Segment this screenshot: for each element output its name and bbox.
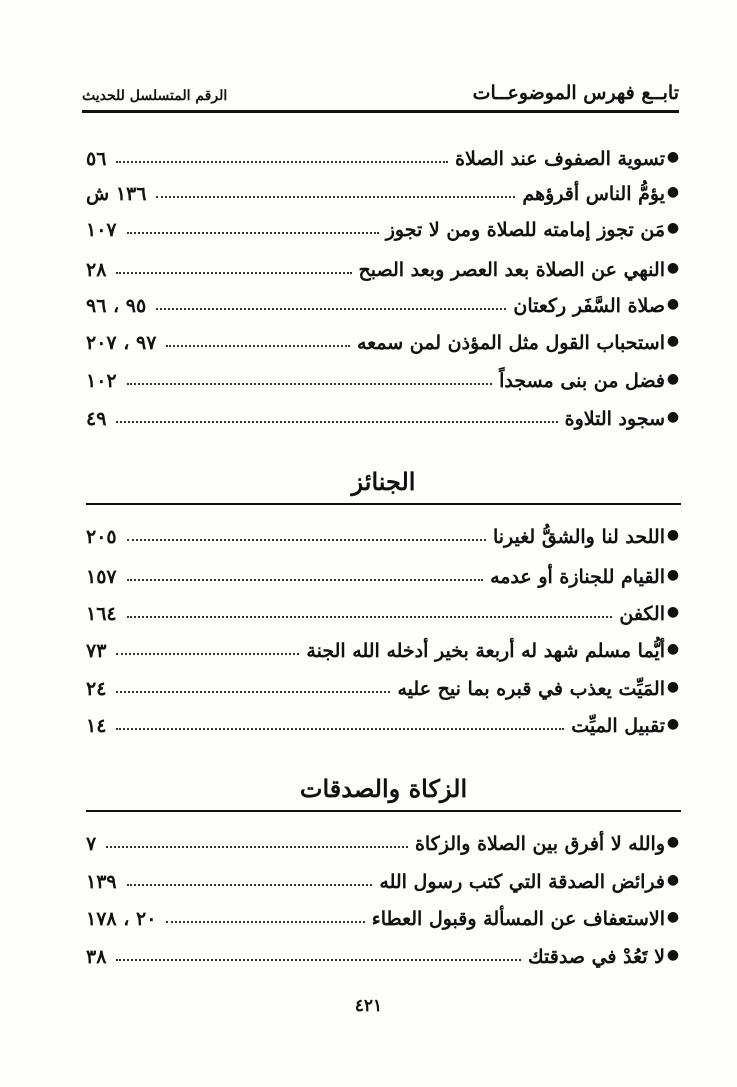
entry-title: فرائض الصدقة التي كتب رسول الله <box>379 871 665 893</box>
bullet-icon: ● <box>666 834 680 850</box>
entry-title: والله لا أفرق بين الصلاة والزكاة <box>414 833 665 855</box>
entry-title: الاستعفاف عن المسألة وقبول العطاء <box>371 908 665 930</box>
toc-entry <box>86 518 681 548</box>
bullet-icon: ● <box>666 184 680 200</box>
bullet-icon: ● <box>666 260 680 276</box>
entry-ref: ٩٧ ، ٢٠٧ <box>86 332 157 354</box>
toc-entry <box>86 558 681 588</box>
leader-dots <box>127 382 492 385</box>
leader-dots <box>127 538 486 541</box>
toc-entry <box>86 670 681 700</box>
leader-dots <box>116 652 299 655</box>
entry-ref: ٧ <box>86 833 97 855</box>
leader-dots <box>166 344 350 347</box>
toc-entry <box>86 362 681 392</box>
entry-ref: ٥٦ <box>86 148 107 170</box>
bullet-icon: ● <box>666 567 680 583</box>
section-heading <box>86 770 681 812</box>
entry-title: اللحد لنا والشقُّ لغيرنا <box>492 526 665 548</box>
entry-ref: ٢٨ <box>86 259 107 281</box>
entry-title: لا تَعُدْ في صدقتك <box>528 946 665 968</box>
toc-entry <box>86 251 681 281</box>
toc-entry <box>86 900 681 930</box>
entry-title: مَن تجوز إمامته للصلاة ومن لا تجوز <box>385 219 665 241</box>
entry-ref: ١٠٧ <box>86 219 117 241</box>
entry-title: أيُّما مسلم شهد له أربعة بخير أدخله الله الجنة <box>306 640 665 662</box>
leader-dots <box>156 307 506 310</box>
section-heading-text: الزكاة والصدقات <box>299 774 468 803</box>
entry-ref: ٢٤ <box>86 678 107 700</box>
leader-dots <box>116 727 564 730</box>
entry-title: يؤمُّ الناس أقرؤهم <box>522 183 665 205</box>
toc-entry <box>86 175 681 205</box>
entry-ref: ١٣٩ <box>86 871 117 893</box>
bullet-icon: ● <box>666 872 680 888</box>
toc-entry <box>86 140 681 170</box>
leader-dots <box>127 615 613 618</box>
toc-entry <box>86 632 681 662</box>
bullet-icon: ● <box>666 149 680 165</box>
leader-dots <box>156 195 515 198</box>
entry-title: المَيِّت يعذب في قبره بما نيح عليه <box>397 678 665 700</box>
entry-title: النهي عن الصلاة بعد العصر وبعد الصبح <box>358 259 665 281</box>
leader-dots <box>116 690 390 693</box>
entry-ref: ٢٠٥ <box>86 526 117 548</box>
toc-entry <box>86 211 681 241</box>
entry-ref: ١٦٤ <box>86 603 117 625</box>
entry-ref: ١٤ <box>86 715 107 737</box>
bullet-icon: ● <box>666 604 680 620</box>
entry-ref: ٣٨ <box>86 946 107 968</box>
bullet-icon: ● <box>666 716 680 732</box>
leader-dots <box>127 578 483 581</box>
entry-title: تقبيل الميِّت <box>571 715 665 737</box>
leader-dots <box>116 958 521 961</box>
running-header <box>82 70 679 113</box>
toc-entry <box>86 938 681 968</box>
bullet-icon: ● <box>666 527 680 543</box>
bullet-icon: ● <box>666 333 680 349</box>
entry-ref: ١٠٢ <box>86 370 117 392</box>
bullet-icon: ● <box>666 409 680 425</box>
toc-entry <box>86 825 681 855</box>
entry-title: فضل من بنى مسجداً <box>499 370 665 392</box>
toc-entry <box>86 707 681 737</box>
entry-title: تسوية الصفوف عند الصلاة <box>455 148 665 170</box>
leader-dots <box>116 420 557 423</box>
bullet-icon: ● <box>666 371 680 387</box>
entry-ref: ١٥٧ <box>86 566 117 588</box>
leader-dots <box>116 271 351 274</box>
entry-title: سجود التلاوة <box>564 408 665 430</box>
entry-ref: ١٣٦ ش <box>86 183 147 205</box>
entry-title: الكفن <box>619 603 665 625</box>
header-column-label: الرقم المتسلسل للحديث <box>82 88 228 104</box>
leader-dots <box>166 920 364 923</box>
entry-title: القيام للجنازة أو عدمه <box>490 566 665 588</box>
bullet-icon: ● <box>666 641 680 657</box>
bullet-icon: ● <box>666 679 680 695</box>
leader-dots <box>127 231 379 234</box>
leader-dots <box>106 845 408 848</box>
toc-entry <box>86 400 681 430</box>
page-number: ٤٢١ <box>354 996 383 1016</box>
bullet-icon: ● <box>666 947 680 963</box>
leader-dots <box>116 160 448 163</box>
toc-entry <box>86 863 681 893</box>
entry-ref: ٤٩ <box>86 408 107 430</box>
toc-entry <box>86 287 681 317</box>
entry-title: استحباب القول مثل المؤذن لمن سمعه <box>356 332 665 354</box>
bullet-icon: ● <box>666 909 680 925</box>
toc-entry <box>86 324 681 354</box>
bullet-icon: ● <box>666 220 680 236</box>
section-heading <box>86 463 681 505</box>
header-title: تابــع فهرس الموضوعــات <box>472 82 679 104</box>
entry-ref: ٧٣ <box>86 640 107 662</box>
toc-entry <box>86 595 681 625</box>
bullet-icon: ● <box>666 296 680 312</box>
entry-ref: ٩٥ ، ٩٦ <box>86 295 147 317</box>
entry-title: صلاة السَّفَر ركعتان <box>513 295 665 317</box>
section-heading-text: الجنائز <box>351 467 416 496</box>
entry-ref: ٢٠ ، ١٧٨ <box>86 908 157 930</box>
leader-dots <box>127 883 373 886</box>
